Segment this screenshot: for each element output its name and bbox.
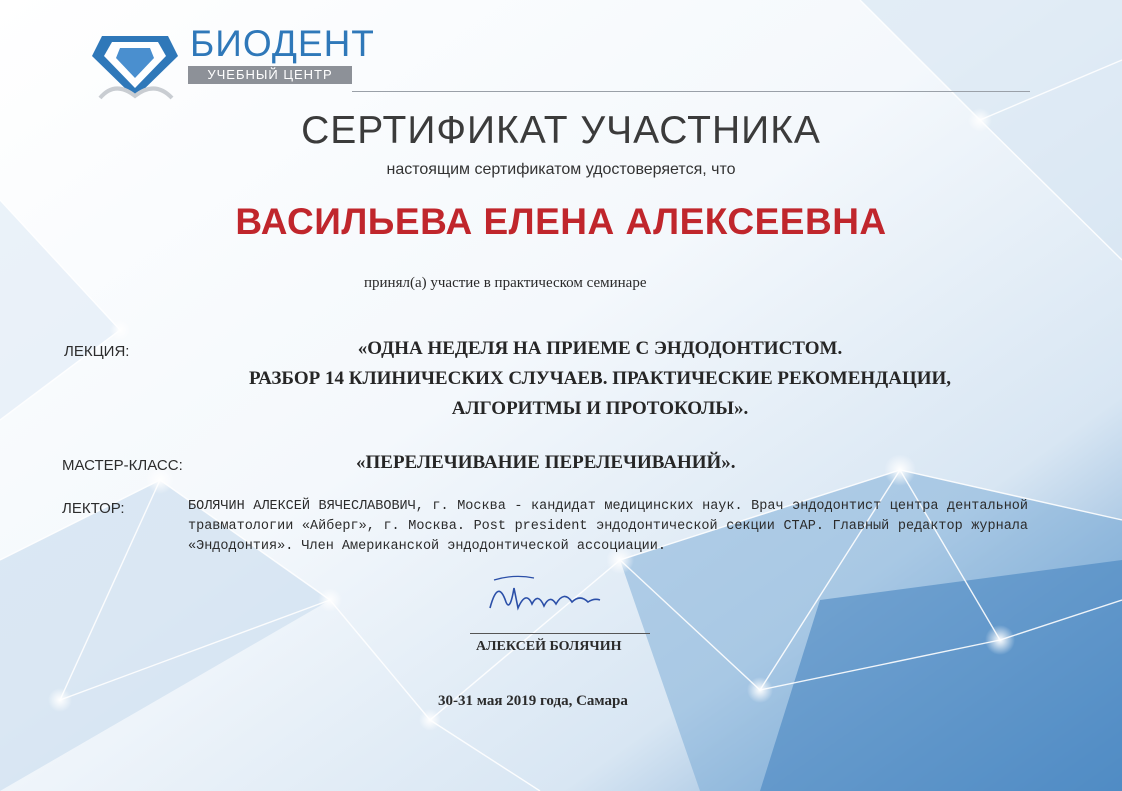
brand-name: БИОДЕНТ [190, 23, 375, 64]
signatory-name: АЛЕКСЕЙ БОЛЯЧИН [476, 639, 622, 654]
intro-text: настоящим сертификатом удостоверяется, что [386, 161, 736, 178]
date-place: 30-31 мая 2019 года, Самара [438, 693, 628, 709]
diamond-icon [90, 18, 180, 108]
participation-text: принял(а) участие в практическом семинаре [364, 275, 647, 291]
participant-name: ВАСИЛЬЕВА ЕЛЕНА АЛЕКСЕЕВНА [235, 201, 887, 242]
header-rule [352, 91, 1030, 92]
masterclass-title: «ПЕРЕЛЕЧИВАНИЕ ПЕРЕЛЕЧИВАНИЙ». [356, 452, 736, 473]
brand-subtitle: УЧЕБНЫЙ ЦЕНТР [188, 66, 352, 84]
lecture-label: ЛЕКЦИЯ: [64, 343, 130, 360]
lecturer-bio: БОЛЯЧИН АЛЕКСЕЙ ВЯЧЕСЛАВОВИЧ, г. Москва - кандидат медицинских наук. Врач эндодонтист центра дентальной травматологии «Айберг», г. Москва. Post president эндодонтической секции СТАР. Главный редактор журнала «Эндодонтия». Член Американской эндодонтической ассоциации. [188, 499, 1028, 554]
lecture-line: «ОДНА НЕДЕЛЯ НА ПРИЕМЕ С ЭНДОДОНТИСТОМ. [357, 338, 843, 359]
masterclass-label: МАСТЕР-КЛАСС: [62, 457, 183, 474]
certificate-title: СЕРТИФИКАТ УЧАСТНИКА [301, 109, 821, 152]
lecture-title [170, 334, 1030, 424]
lecture-line: АЛГОРИТМЫ И ПРОТОКОЛЫ». [451, 398, 749, 419]
signature-image [484, 572, 604, 616]
signature-line [470, 633, 650, 634]
lecturer-label: ЛЕКТОР: [62, 500, 125, 517]
lecture-line: РАЗБОР 14 КЛИНИЧЕСКИХ СЛУЧАЕВ. ПРАКТИЧЕСКИЕ РЕКОМЕНДАЦИИ, [248, 368, 952, 389]
